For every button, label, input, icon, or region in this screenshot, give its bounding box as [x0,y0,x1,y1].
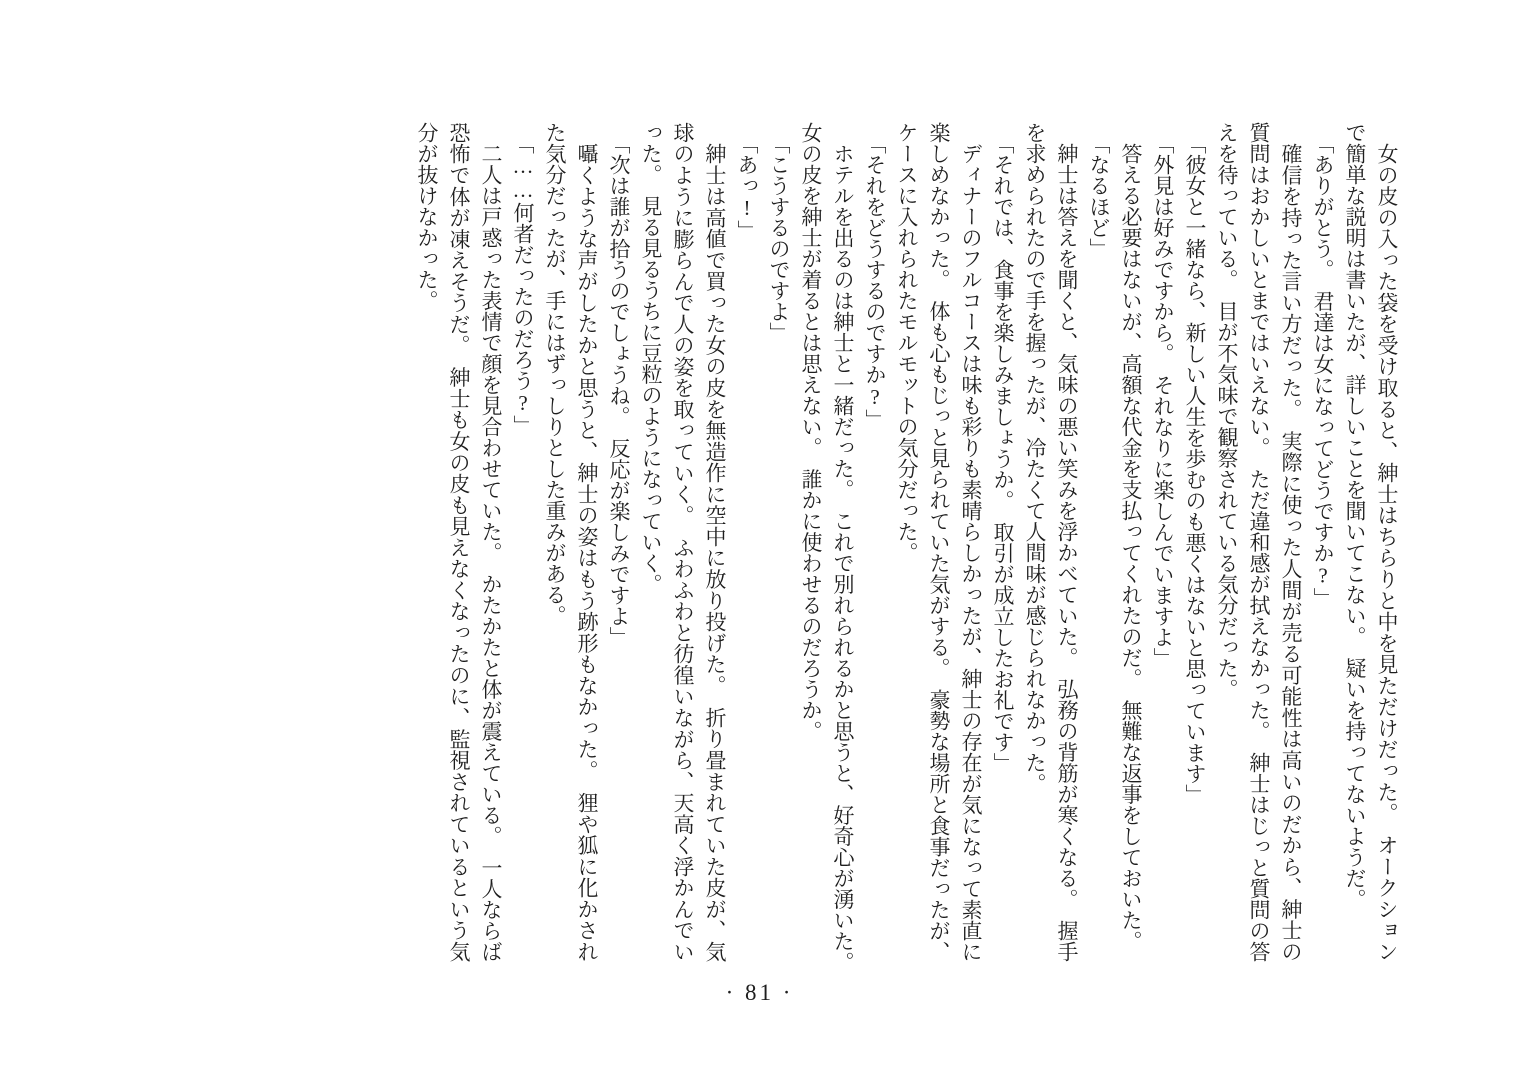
narration-paragraph: ホテルを出るのは紳士と一緒だった。 これで別れられるかと思うと、好奇心が湧いた。 女の皮を紳士が着るとは思えない。 誰かに使わせるのだろうか。 [799,122,855,983]
narration-paragraph: 紳士は高値で買った女の皮を無造作に空中に放り投げた。 折り畳まれていた皮が、気球のように膨らんで人の姿を取っていく。 ふわふわと彷徨いながら、天高く浮かんでいった。 見る見るうちに豆粒のようになっていく。 [639,122,727,962]
narration-paragraph: 囁くような声がしたかと思うと、紳士の姿はもう跡形もなかった。 狸や狐に化かされた気分だったが、手にはずっしりとした重みがある。 [543,122,599,962]
dialogue-paragraph: 「あっ!」 [735,132,759,241]
dialogue-paragraph: 「なるほど」 [1087,132,1111,259]
page-number-label: · 81 · [725,980,794,1005]
dialogue-paragraph: 「ありがとう。 君達は女になってどうですか?」 [1311,132,1335,608]
narration-paragraph: 確信を持った言い方だった。 実際に使った人間が売る可能性は高いのだから、紳士の質問はおかしいとまではいえない。 ただ違和感が拭えなかった。 紳士はじっと質問の答えを待っている。 目が不気味で観察されている気分だった。 [1215,122,1303,962]
vertical-novel-text [411,122,1403,983]
dialogue-paragraph: 「次は誰が拾うのでしょうね。 反応が楽しみですよ」 [607,132,631,647]
dialogue-paragraph: 「それでは、食事を楽しみましょうか。 取引が成立したお礼です」 [991,132,1015,773]
dialogue-paragraph: 「……何者だったのだろう?」 [511,132,535,436]
page-number [0,980,1519,1006]
narration-paragraph: ディナーのフルコースは味も彩りも素晴らしかったが、紳士の存在が気になって素直に楽しめなかった。 体も心もじっと見られていた気がする。 豪勢な場所と食事だったが、ケースに入れられたモルモットの気分だった。 [895,122,983,962]
narration-paragraph: 紳士は答えを聞くと、気味の悪い笑みを浮かべていた。 弘務の背筋が寒くなる。 握手を求められたので手を握ったが、冷たくて人間味が感じられなかった。 [1023,122,1079,962]
dialogue-paragraph: 「外見は好みですから。 それなりに楽しんでいますよ」 [1151,132,1175,668]
narration-paragraph: 二人は戸惑った表情で顔を見合わせていた。 かたかたと体が震えている。 一人ならば恐怖で体が凍えそうだ。 紳士も女の皮も見えなくなったのに、監視されているという気分が抜けなかった。 [415,122,503,962]
narration-paragraph: 女の皮の入った袋を受け取ると、紳士はちらりと中を見ただけだった。 オークションで簡単な説明は書いたが、詳しいことを聞いてこない。 疑いを持ってないようだ。 [1343,122,1399,962]
dialogue-paragraph: 「こうするのですよ」 [767,132,791,343]
dialogue-paragraph: 「彼女と一緒なら、新しい人生を歩むのも悪くはないと思っています」 [1183,132,1207,805]
narration-paragraph: 答える必要はないが、高額な代金を支払ってくれたのだ。 無難な返事をしておいた。 [1119,143,1143,952]
dialogue-paragraph: 「それをどうするのですか?」 [863,132,887,430]
